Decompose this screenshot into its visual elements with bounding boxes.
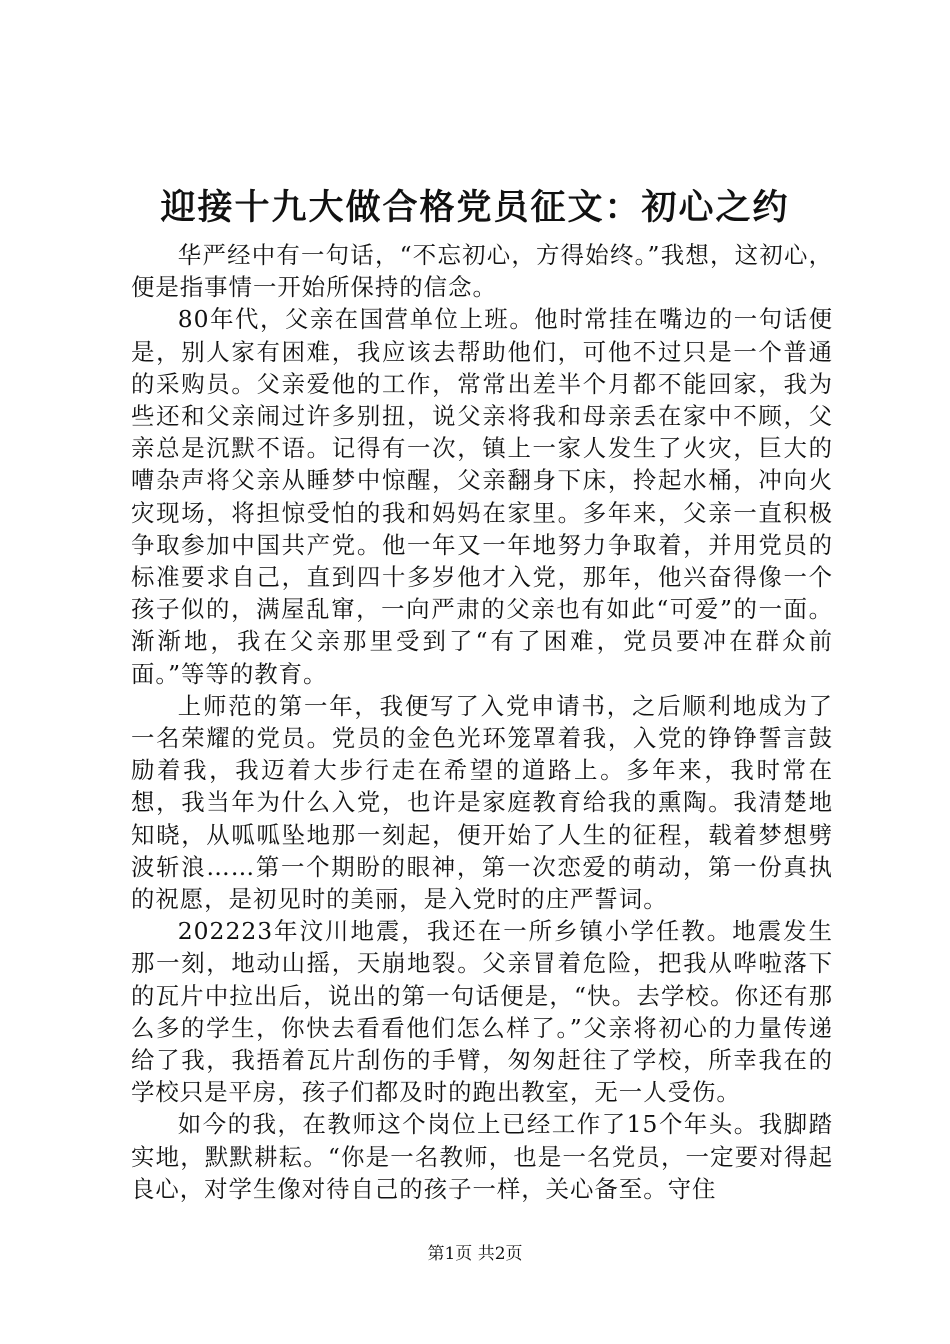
paragraph-5: 如今的我，在教师这个岗位上已经工作了15个年头。我脚踏实地，默默耕耘。“你是一名教师，也是一名党员，一定要对得起良心，对学生像对待自己的孩子一样，关心备至。守住 [131, 1110, 833, 1203]
paragraph-4: 202223年汶川地震，我还在一所乡镇小学任教。地震发生那一刻，地动山摇，天崩地裂。父亲冒着危险，把我从哗啦落下的瓦片中拉出后，说出的第一句话便是，“快。去学校。你还有那么多的学生，你快去看看他们怎么样了。”父亲将初心的力量传递给了我，我捂着瓦片刮伤的手臂，匆匆赶往了学校，所幸我在的学校只是平房，孩子们都及时的跑出教室，无一人受伤。 [131, 917, 833, 1107]
paragraph-3: 上师范的第一年，我便写了入党申请书，之后顺利地成为了一名荣耀的党员。党员的金色光环笼罩着我，入党的铮铮誓言鼓励着我，我迈着大步行走在希望的道路上。多年来，我时常在想，我当年为什么入党，也许是家庭教育给我的熏陶。我清楚地知晓，从呱呱坠地那一刻起，便开始了人生的征程，载着梦想劈波斩浪……第一个期盼的眼神，第一次恋爱的萌动，第一份真执的祝愿，是初见时的美丽，是入党时的庄严誓词。 [131, 691, 833, 914]
paragraph-2: 80年代，父亲在国营单位上班。他时常挂在嘴边的一句话便是，别人家有困难，我应该去帮助他们，可他不过只是一个普通的采购员。父亲爱他的工作，常常出差半个月都不能回家，我为些还和父亲闹过许多别扭，说父亲将我和母亲丢在家中不顾，父亲总是沉默不语。记得有一次，镇上一家人发生了火灾，巨大的嘈杂声将父亲从睡梦中惊醒，父亲翻身下床，拎起水桶，冲向火灾现场，将担惊受怕的我和妈妈在家里。多年来，父亲一直积极争取参加中国共产党。他一年又一年地努力争取着，并用党员的标准要求自己，直到四十多岁他才入党，那年，他兴奋得像一个孩子似的，满屋乱窜，一向严肃的父亲也有如此“可爱”的一面。渐渐地，我在父亲那里受到了“有了困难，党员要冲在群众前面。”等等的教育。 [131, 305, 833, 688]
page-footer: 第1页 共2页 [427, 1244, 523, 1264]
paragraph-1: 华严经中有一句话，“不忘初心，方得始终。”我想，这初心，便是指事情一开始所保持的信念。 [131, 241, 833, 302]
page-title: 迎接十九大做合格党员征文：初心之约 [160, 187, 790, 228]
article-body [131, 239, 833, 1205]
